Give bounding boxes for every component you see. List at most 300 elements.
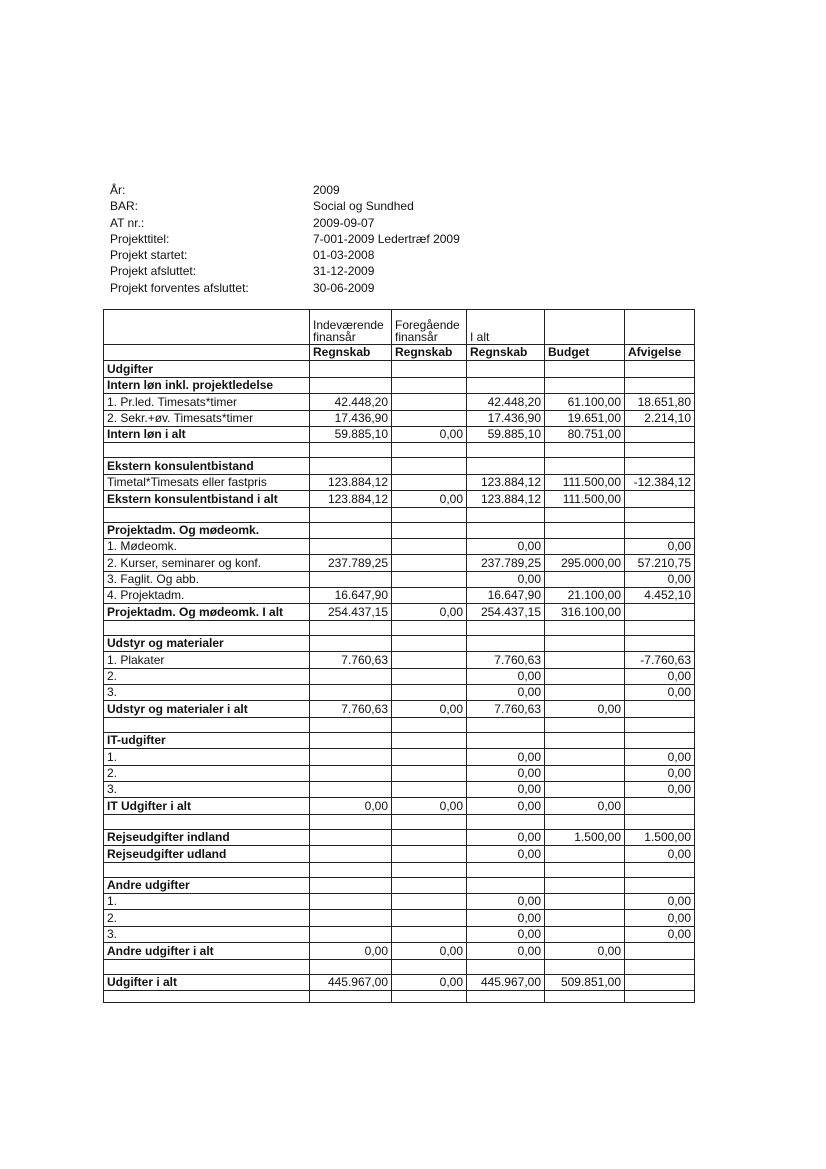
amount-cell: 509.851,00 — [545, 974, 625, 990]
amount-cell — [545, 765, 625, 781]
amount-cell: 0,00 — [625, 749, 695, 765]
amount-cell: 0,00 — [625, 781, 695, 797]
row-label-cell: Udgifter — [104, 361, 310, 377]
amount-cell — [310, 959, 392, 974]
table-row — [104, 377, 695, 393]
amount-cell — [625, 717, 695, 732]
amount-cell — [625, 732, 695, 748]
table-row — [104, 426, 695, 442]
amount-cell — [392, 814, 467, 829]
amount-cell — [310, 877, 392, 893]
amount-cell — [392, 781, 467, 797]
amount-cell: 42.448,20 — [467, 394, 545, 410]
amount-cell — [545, 443, 625, 458]
amount-cell: 0,00 — [467, 781, 545, 797]
header-cell: Afvigelse — [625, 345, 695, 361]
amount-cell: 16.647,90 — [467, 588, 545, 604]
amount-cell — [310, 635, 392, 651]
amount-cell — [545, 652, 625, 668]
amount-cell — [625, 443, 695, 458]
amount-cell: 0,00 — [625, 926, 695, 942]
table-row — [104, 959, 695, 974]
amount-cell: 0,00 — [467, 846, 545, 862]
amount-cell — [310, 862, 392, 877]
row-label-cell: 3. — [104, 926, 310, 942]
amount-cell — [467, 877, 545, 893]
amount-cell — [310, 443, 392, 458]
amount-cell — [310, 732, 392, 748]
table-row — [104, 555, 695, 571]
amount-cell — [310, 781, 392, 797]
row-label-cell — [104, 620, 310, 635]
meta-label: BAR: — [110, 199, 139, 214]
amount-cell — [545, 990, 625, 1002]
table-row — [104, 893, 695, 909]
row-label-cell: 1. Mødeomk. — [104, 538, 310, 554]
amount-cell: 123.884,12 — [310, 474, 392, 490]
amount-cell: 19.651,00 — [545, 410, 625, 426]
amount-cell — [310, 765, 392, 781]
table-row — [104, 974, 695, 990]
amount-cell: 0,00 — [545, 943, 625, 959]
row-label-cell: 2. — [104, 910, 310, 926]
amount-cell: 0,00 — [392, 943, 467, 959]
amount-cell — [392, 829, 467, 845]
table-row — [104, 717, 695, 732]
amount-cell: 445.967,00 — [310, 974, 392, 990]
header-cell — [545, 310, 625, 345]
amount-cell — [545, 781, 625, 797]
amount-cell — [625, 943, 695, 959]
amount-cell: 316.100,00 — [545, 604, 625, 620]
amount-cell — [625, 798, 695, 814]
amount-cell: 16.647,90 — [310, 588, 392, 604]
amount-cell — [545, 749, 625, 765]
amount-cell — [545, 571, 625, 587]
amount-cell — [392, 765, 467, 781]
table-row — [104, 943, 695, 959]
header-cell: Regnskab — [310, 345, 392, 361]
table-row — [104, 538, 695, 554]
row-label-cell: 1. Plakater — [104, 652, 310, 668]
amount-cell: 0,00 — [625, 910, 695, 926]
amount-cell — [625, 426, 695, 442]
header-cell — [625, 310, 695, 345]
amount-cell — [310, 507, 392, 522]
table-row — [104, 990, 695, 1002]
amount-cell: 0,00 — [625, 765, 695, 781]
row-label-cell — [104, 959, 310, 974]
table-row — [104, 491, 695, 507]
amount-cell — [392, 990, 467, 1002]
meta-label: Projekt startet: — [110, 248, 188, 263]
amount-cell — [392, 474, 467, 490]
amount-cell: 57.210,75 — [625, 555, 695, 571]
amount-cell: 0,00 — [625, 685, 695, 701]
amount-cell: 61.100,00 — [545, 394, 625, 410]
row-label-cell — [104, 862, 310, 877]
budget-table — [103, 309, 695, 1003]
amount-cell — [392, 732, 467, 748]
amount-cell — [545, 926, 625, 942]
meta-value: 31-12-2009 — [313, 264, 375, 279]
meta-row-bar — [110, 198, 460, 214]
amount-cell: 0,00 — [392, 426, 467, 442]
row-label-cell: Rejseudgifter udland — [104, 846, 310, 862]
amount-cell: 123.884,12 — [467, 474, 545, 490]
amount-cell — [467, 862, 545, 877]
row-label-cell: Udstyr og materialer — [104, 635, 310, 651]
amount-cell — [392, 862, 467, 877]
row-label-cell: Timetal*Timesats eller fastpris — [104, 474, 310, 490]
table-row — [104, 732, 695, 748]
row-label-cell: 1. — [104, 749, 310, 765]
amount-cell — [392, 410, 467, 426]
amount-cell: 21.100,00 — [545, 588, 625, 604]
amount-cell — [545, 877, 625, 893]
row-label-cell: Intern løn inkl. projektledelse — [104, 377, 310, 393]
amount-cell — [392, 668, 467, 684]
project-info — [110, 182, 460, 296]
header-cell — [104, 310, 310, 345]
meta-row-at-nr — [110, 215, 460, 231]
table-row — [104, 620, 695, 635]
amount-cell — [392, 588, 467, 604]
amount-cell: 0,00 — [310, 943, 392, 959]
amount-cell — [310, 522, 392, 538]
row-label-cell: 1. Pr.led. Timesats*timer — [104, 394, 310, 410]
row-label-cell — [104, 717, 310, 732]
amount-cell: 0,00 — [545, 798, 625, 814]
amount-cell: 0,00 — [392, 701, 467, 717]
row-label-cell: IT-udgifter — [104, 732, 310, 748]
amount-cell — [625, 522, 695, 538]
row-label-cell — [104, 814, 310, 829]
meta-label: AT nr.: — [110, 215, 145, 230]
amount-cell — [392, 926, 467, 942]
amount-cell — [310, 814, 392, 829]
table-row — [104, 571, 695, 587]
amount-cell: -7.760,63 — [625, 652, 695, 668]
amount-cell — [545, 458, 625, 474]
row-label-cell: Ekstern konsulentbistand — [104, 458, 310, 474]
amount-cell — [392, 635, 467, 651]
table-row — [104, 652, 695, 668]
row-label-cell: Projektadm. Og mødeomk. I alt — [104, 604, 310, 620]
amount-cell — [545, 717, 625, 732]
amount-cell: 123.884,12 — [310, 491, 392, 507]
table-row — [104, 685, 695, 701]
table-row — [104, 910, 695, 926]
amount-cell: 123.884,12 — [467, 491, 545, 507]
amount-cell: 59.885,10 — [310, 426, 392, 442]
meta-value: Social og Sundhed — [313, 199, 414, 214]
amount-cell: 0,00 — [467, 765, 545, 781]
amount-cell: 254.437,15 — [467, 604, 545, 620]
amount-cell: 111.500,00 — [545, 491, 625, 507]
amount-cell — [545, 732, 625, 748]
header-cell — [104, 345, 310, 361]
amount-cell — [392, 377, 467, 393]
table-row — [104, 749, 695, 765]
amount-cell — [467, 732, 545, 748]
row-label-cell — [104, 507, 310, 522]
table-row — [104, 507, 695, 522]
amount-cell — [545, 668, 625, 684]
amount-cell — [392, 652, 467, 668]
amount-cell — [310, 458, 392, 474]
amount-cell: 0,00 — [467, 798, 545, 814]
amount-cell: 237.789,25 — [310, 555, 392, 571]
row-label-cell: 4. Projektadm. — [104, 588, 310, 604]
meta-label: År: — [110, 183, 126, 197]
amount-cell — [625, 959, 695, 974]
amount-cell: 4.452,10 — [625, 588, 695, 604]
amount-cell: 0,00 — [467, 926, 545, 942]
amount-cell — [625, 620, 695, 635]
amount-cell — [392, 538, 467, 554]
row-label-cell: 3. — [104, 781, 310, 797]
amount-cell — [467, 522, 545, 538]
amount-cell: 295.000,00 — [545, 555, 625, 571]
amount-cell — [467, 361, 545, 377]
amount-cell — [625, 604, 695, 620]
meta-row-project-ended — [110, 263, 460, 279]
amount-cell — [545, 522, 625, 538]
amount-cell — [310, 685, 392, 701]
amount-cell — [545, 635, 625, 651]
amount-cell — [467, 635, 545, 651]
amount-cell — [545, 538, 625, 554]
amount-cell — [392, 458, 467, 474]
amount-cell: 0,00 — [392, 798, 467, 814]
amount-cell: 0,00 — [467, 668, 545, 684]
amount-cell: 17.436,90 — [310, 410, 392, 426]
amount-cell: 0,00 — [392, 974, 467, 990]
table-row — [104, 604, 695, 620]
row-label-cell: 2. Sekr.+øv. Timesats*timer — [104, 410, 310, 426]
amount-cell: 0,00 — [467, 910, 545, 926]
row-label-cell: Udgifter i alt — [104, 974, 310, 990]
table-row — [104, 798, 695, 814]
amount-cell — [310, 910, 392, 926]
amount-cell — [392, 877, 467, 893]
row-label-cell: Andre udgifter — [104, 877, 310, 893]
row-label-cell — [104, 990, 310, 1002]
row-label-cell: Intern løn i alt — [104, 426, 310, 442]
amount-cell: 0,00 — [310, 798, 392, 814]
meta-value: 7-001-2009 Ledertræf 2009 — [313, 231, 460, 246]
amount-cell — [392, 910, 467, 926]
amount-cell — [545, 862, 625, 877]
row-label-cell: 3. Faglit. Og abb. — [104, 571, 310, 587]
amount-cell: 0,00 — [545, 701, 625, 717]
amount-cell: 0,00 — [467, 685, 545, 701]
amount-cell — [625, 974, 695, 990]
amount-cell — [310, 893, 392, 909]
amount-cell — [310, 846, 392, 862]
amount-cell: 0,00 — [625, 538, 695, 554]
amount-cell — [467, 717, 545, 732]
amount-cell: 59.885,10 — [467, 426, 545, 442]
amount-cell — [625, 458, 695, 474]
amount-cell: 0,00 — [467, 538, 545, 554]
amount-cell — [467, 443, 545, 458]
amount-cell — [545, 959, 625, 974]
table-row — [104, 862, 695, 877]
amount-cell — [392, 717, 467, 732]
amount-cell — [392, 522, 467, 538]
table-row — [104, 522, 695, 538]
meta-row-year — [110, 182, 460, 198]
amount-cell — [625, 990, 695, 1002]
amount-cell: 237.789,25 — [467, 555, 545, 571]
table-row — [104, 458, 695, 474]
amount-cell — [625, 814, 695, 829]
amount-cell: 7.760,63 — [310, 701, 392, 717]
amount-cell — [467, 959, 545, 974]
table-row — [104, 814, 695, 829]
amount-cell — [392, 507, 467, 522]
table-row — [104, 877, 695, 893]
amount-cell: 445.967,00 — [467, 974, 545, 990]
amount-cell — [310, 717, 392, 732]
amount-cell — [310, 538, 392, 554]
amount-cell — [467, 814, 545, 829]
table-row — [104, 443, 695, 458]
amount-cell: 7.760,63 — [467, 652, 545, 668]
amount-cell — [310, 377, 392, 393]
meta-label: Projekt afsluttet: — [110, 264, 197, 279]
meta-label: Projekt forventes afsluttet: — [110, 280, 249, 295]
amount-cell — [310, 926, 392, 942]
amount-cell — [625, 491, 695, 507]
amount-cell: 0,00 — [467, 749, 545, 765]
row-label-cell: 2. — [104, 668, 310, 684]
table-row — [104, 410, 695, 426]
amount-cell — [310, 749, 392, 765]
table-row — [104, 474, 695, 490]
table-row — [104, 668, 695, 684]
row-label-cell: 3. — [104, 685, 310, 701]
amount-cell: 7.760,63 — [467, 701, 545, 717]
amount-cell — [467, 377, 545, 393]
amount-cell — [625, 877, 695, 893]
amount-cell — [545, 620, 625, 635]
amount-cell — [545, 361, 625, 377]
amount-cell — [625, 635, 695, 651]
amount-cell — [392, 846, 467, 862]
table-row — [104, 361, 695, 377]
header-cell: I alt — [467, 310, 545, 345]
table-header-top — [104, 310, 695, 345]
table-row — [104, 394, 695, 410]
table-row — [104, 701, 695, 717]
table-row — [104, 829, 695, 845]
amount-cell: 0,00 — [467, 893, 545, 909]
amount-cell — [467, 507, 545, 522]
row-label-cell — [104, 443, 310, 458]
table-row — [104, 588, 695, 604]
amount-cell — [392, 685, 467, 701]
amount-cell: 0,00 — [392, 491, 467, 507]
amount-cell — [310, 620, 392, 635]
meta-row-project-started — [110, 247, 460, 263]
header-cell: Budget — [545, 345, 625, 361]
amount-cell — [545, 377, 625, 393]
amount-cell — [625, 507, 695, 522]
amount-cell: 111.500,00 — [545, 474, 625, 490]
meta-value: 2009-09-07 — [313, 215, 375, 230]
amount-cell — [392, 893, 467, 909]
header-cell: Regnskab — [392, 345, 467, 361]
amount-cell: 42.448,20 — [310, 394, 392, 410]
amount-cell: 0,00 — [392, 604, 467, 620]
amount-cell — [310, 361, 392, 377]
row-label-cell: Rejseudgifter indland — [104, 829, 310, 845]
table-row — [104, 635, 695, 651]
table-header — [104, 345, 695, 361]
amount-cell — [625, 701, 695, 717]
amount-cell — [392, 555, 467, 571]
amount-cell — [310, 571, 392, 587]
table-row — [104, 781, 695, 797]
header-cell: Foregående finansår — [392, 310, 467, 345]
amount-cell — [545, 685, 625, 701]
budget-table-body — [104, 310, 695, 1003]
amount-cell — [467, 458, 545, 474]
row-label-cell: 2. Kurser, seminarer og konf. — [104, 555, 310, 571]
amount-cell: 1.500,00 — [625, 829, 695, 845]
amount-cell: 254.437,15 — [310, 604, 392, 620]
amount-cell — [392, 571, 467, 587]
table-row — [104, 765, 695, 781]
amount-cell — [392, 394, 467, 410]
amount-cell — [625, 361, 695, 377]
amount-cell: 0,00 — [625, 846, 695, 862]
meta-row-project-title — [110, 231, 460, 247]
amount-cell — [545, 814, 625, 829]
amount-cell — [392, 749, 467, 765]
table-row — [104, 846, 695, 862]
amount-cell — [392, 443, 467, 458]
amount-cell — [392, 620, 467, 635]
meta-label: Projekttitel: — [110, 231, 170, 246]
row-label-cell: 1. — [104, 893, 310, 909]
amount-cell — [625, 862, 695, 877]
amount-cell — [545, 893, 625, 909]
row-label-cell: IT Udgifter i alt — [104, 798, 310, 814]
amount-cell: 0,00 — [467, 943, 545, 959]
meta-value: 2009 — [313, 183, 340, 197]
amount-cell: 0,00 — [625, 893, 695, 909]
meta-value: 30-06-2009 — [313, 280, 375, 295]
amount-cell — [310, 668, 392, 684]
amount-cell: 1.500,00 — [545, 829, 625, 845]
row-label-cell: Ekstern konsulentbistand i alt — [104, 491, 310, 507]
amount-cell: 80.751,00 — [545, 426, 625, 442]
amount-cell: 0,00 — [467, 571, 545, 587]
header-cell: Regnskab — [467, 345, 545, 361]
amount-cell — [545, 846, 625, 862]
amount-cell — [392, 959, 467, 974]
amount-cell — [467, 620, 545, 635]
row-label-cell: Andre udgifter i alt — [104, 943, 310, 959]
amount-cell: 2.214,10 — [625, 410, 695, 426]
amount-cell — [392, 361, 467, 377]
table-row — [104, 926, 695, 942]
row-label-cell: Projektadm. Og mødeomk. — [104, 522, 310, 538]
